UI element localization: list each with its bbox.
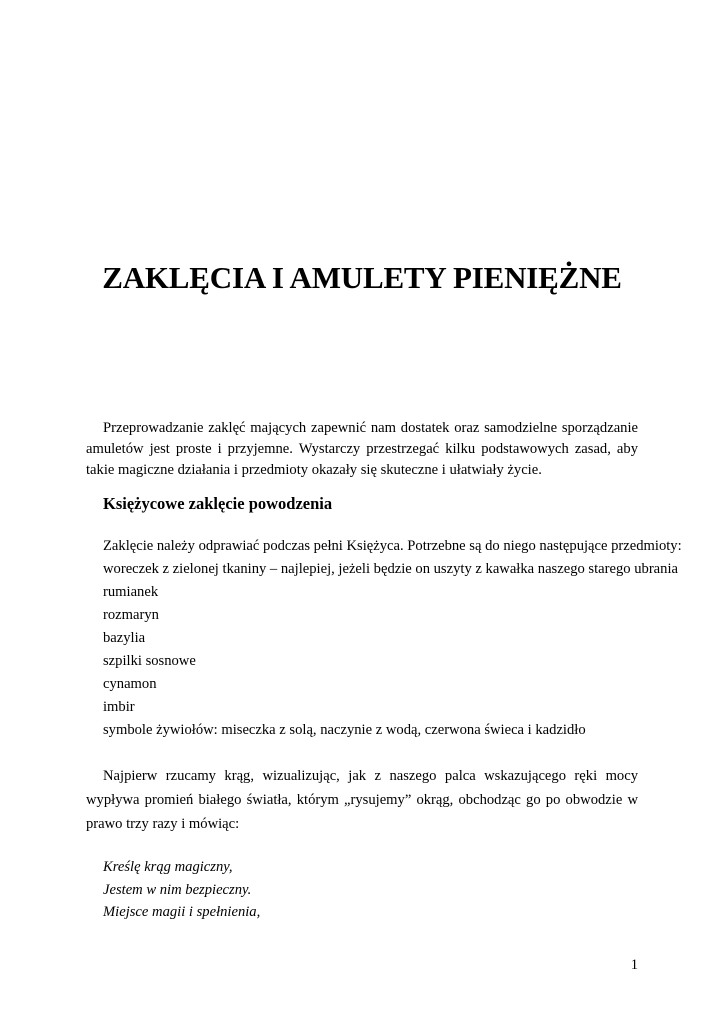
list-item: symbole żywiołów: miseczka z solą, naczynie z wodą, czerwona świeca i kadzidło <box>103 722 586 738</box>
spell-line: Miejsce magii i spełnienia, <box>103 904 261 920</box>
list-item: szpilki sosnowe <box>103 653 196 669</box>
list-item: woreczek z zielonej tkaniny – najlepiej, jeżeli będzie on uszyty z kawałka naszego starego ubrania <box>103 561 678 577</box>
spell-line: Jestem w nim bezpieczny. <box>103 881 252 898</box>
ingredients-list <box>103 558 678 742</box>
list-item: imbir <box>103 699 135 715</box>
intro-paragraph: Przeprowadzanie zaklęć mających zapewnić nam dostatek oraz samodzielne sporządzanie amuletów jest proste i przyjemne. Wystarczy przestrzegać kilku podstawowych zasad, aby takie magiczne działania i przedmioty okazały się skuteczne i ułatwiały życie. <box>86 420 638 478</box>
section-heading: Księżycowe zaklęcie powodzenia <box>103 494 333 513</box>
requirements-paragraph: Zaklęcie należy odprawiać podczas pełni Księżyca. Potrzebne są do niego następujące przedmioty: <box>103 538 682 554</box>
list-item: cynamon <box>103 676 157 692</box>
page-number: 1 <box>630 957 638 973</box>
list-item: rozmaryn <box>103 607 159 623</box>
document-title: ZAKLĘCIA I AMULETY PIENIĘŻNE <box>102 260 622 295</box>
list-item: bazylia <box>103 630 146 646</box>
list-item: rumianek <box>103 584 159 600</box>
instruction-paragraph: Najpierw rzucamy krąg, wizualizując, jak z naszego palca wskazującego ręki mocy wypływa promień białego światła, którym „rysujemy” okrąg, obchodząc go po obwodzie w prawo trzy razy i mówiąc: <box>86 768 638 832</box>
spell-verse <box>103 856 260 924</box>
spell-line: Kreślę krąg magiczny, <box>103 859 233 875</box>
